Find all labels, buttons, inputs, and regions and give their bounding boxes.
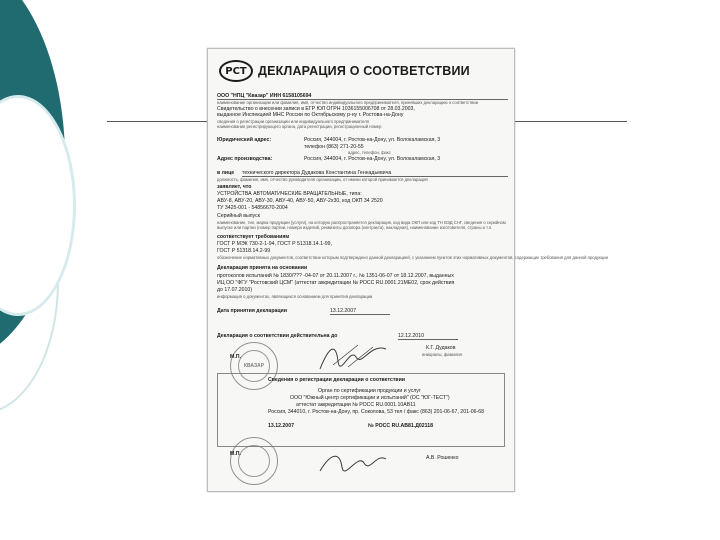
organization-stamp: КВАЗАР — [230, 342, 278, 390]
person-value: технического директора Дудакова Константина Геннадьевича — [242, 170, 508, 177]
signature-icon — [318, 339, 388, 374]
legal-address-value: Россия, 344004, г. Ростов-на-Дону, ул. Волокаламская, 3 — [304, 137, 441, 143]
signer-name: К.Г. Дудаков — [426, 345, 456, 351]
registration-line-2: выданное Инспекцией МНС России по Октябрьскому р-ну г. Ростова-на-Дону — [217, 112, 404, 118]
valid-until-value: 12.12.2010 — [398, 333, 458, 340]
basis-line-1: протоколов испытаний № 1830/??? -04-07 от 20.11.2007 г., № 1351-06-07 от 18.12.2007, выданных — [217, 273, 454, 279]
registration-line: Свидетельство о внесении записи в ЕГР ЮЛ ОГРН 1036155006708 от 28.03.2003, — [217, 106, 415, 112]
phone-line: телефон (863) 271-20-55 — [304, 144, 364, 150]
decorative-light-shape — [0, 95, 76, 316]
stamp-label-2: М.П. — [230, 451, 241, 457]
basis-line-3: до 17.07.2010) — [217, 287, 253, 293]
organization-line: ООО "НПЦ "Квазар" ИНН 6158105694 — [217, 93, 508, 100]
production-address-value: Россия, 344004, г. Ростов-на-Дону, ул. Волокаламская, 3 — [304, 156, 441, 162]
organization-caption: наименование организации или фамилия, имя, отчество индивидуального предпринимателя, принявших декларацию о соответствии — [217, 100, 479, 105]
stamp-label: М.П. — [230, 354, 241, 360]
phone-caption: адрес, телефон, факс — [348, 150, 391, 155]
declares-label: заявляет, что — [217, 184, 252, 190]
registration-caption-2: наименование регистрирующего органа, дата регистрации, регистрационный номер — [217, 124, 382, 129]
registration-title: Сведения о регистрации декларации о соответствии — [268, 377, 405, 383]
divider-line-right — [513, 121, 627, 122]
divider-line-left — [107, 121, 207, 122]
registration-signer: А.В. Рошенко — [426, 455, 459, 461]
standard-caption: обозначение нормативных документов, соответствие которым подтверждено данной декларацией, с указанием пунктов этих нормативных документов, содержащих требования для данной продукции — [217, 255, 608, 260]
registration-body-2: ООО "Южный центр сертификации и испытаний" (ОС "ЮГ-ТЕСТ") — [290, 395, 450, 401]
person-prefix: в лице — [217, 170, 235, 176]
registration-body-1: Орган по сертификации продукции и услуг — [318, 388, 421, 394]
registration-date: 13.12.2007 — [268, 423, 294, 429]
basis-caption: информация о документах, являющихся основанием для принятия декларации — [217, 294, 373, 299]
production-address-label: Адрес производства: — [217, 156, 273, 162]
product-line-2: АВУ-8, АВУ-20, АВУ-30, АВУ-40, АВУ-50, АВУ-2х30, код ОКП 34 2520 — [217, 198, 383, 204]
acceptance-date-value: 13.12.2007 — [330, 308, 390, 315]
product-caption: наименование, тип, марка продукции (услуги), на которую распространяется декларация, код вида ОКП или код ТН ВЭД СНГ, сведения о серийном — [217, 220, 506, 225]
registration-body-4: Россия, 344010, г. Ростов-на-Дону, пр. Соколова, 53 тел / факс (863) 201-06-67, 201-06-68 — [268, 409, 484, 415]
serial-label: Серийный выпуск — [217, 213, 260, 219]
product-line-3: ТУ 3425-001 - 54856670-2004 — [217, 205, 288, 211]
complies-label: соответствует требованиям — [217, 234, 290, 240]
basis-title: Декларация принята на основании — [217, 265, 308, 271]
signature-2-icon — [318, 447, 388, 477]
rst-logo-icon: РСТ — [219, 61, 253, 81]
declaration-document — [207, 48, 608, 492]
document-title: ДЕКЛАРАЦИЯ О СООТВЕТСТВИИ — [258, 64, 470, 78]
standard-line-1: ГОСТ Р МЭК 730-2-1-94, ГОСТ Р 51318.14.1-99, — [217, 241, 332, 247]
basis-line-2: ИЦ ОО "ФГУ "Ростовский ЦСМ" (аттестат аккредитации № РОСС RU.0001.21МЕ02, срок действия — [217, 280, 455, 286]
product-line-1: УСТРОЙСТВА АВТОМАТИЧЕСКИЕ ВРАЩАТЕЛЬНЫЕ, типа: — [217, 191, 362, 197]
certification-stamp — [230, 437, 278, 485]
standard-line-2: ГОСТ Р 51318.14.2-99 — [217, 248, 271, 254]
acceptance-date-label: Дата принятия декларации — [217, 308, 287, 314]
signer-caption: инициалы, фамилия — [422, 352, 462, 357]
product-caption-2: выпуске или партии (номер партии, номера изделий, реквизиты договора (контракта), накладная), наименование изготовителя, страны и т.п. — [217, 225, 493, 230]
registration-number: № РОСС RU.АВ81.Д02118 — [368, 423, 434, 429]
person-caption: должность, фамилия, имя, отчество руководителя организации, от имени которой принимается декларация — [217, 177, 428, 182]
registration-body-3: аттестат аккредитации № РОСС RU.0001.10АВ11 — [296, 402, 416, 408]
valid-until-label: Декларация о соответствии действительна до — [217, 333, 338, 339]
legal-address-label: Юридический адрес: — [217, 137, 272, 143]
registration-caption: сведения о регистрации организации или индивидуального предпринимателя — [217, 119, 369, 124]
